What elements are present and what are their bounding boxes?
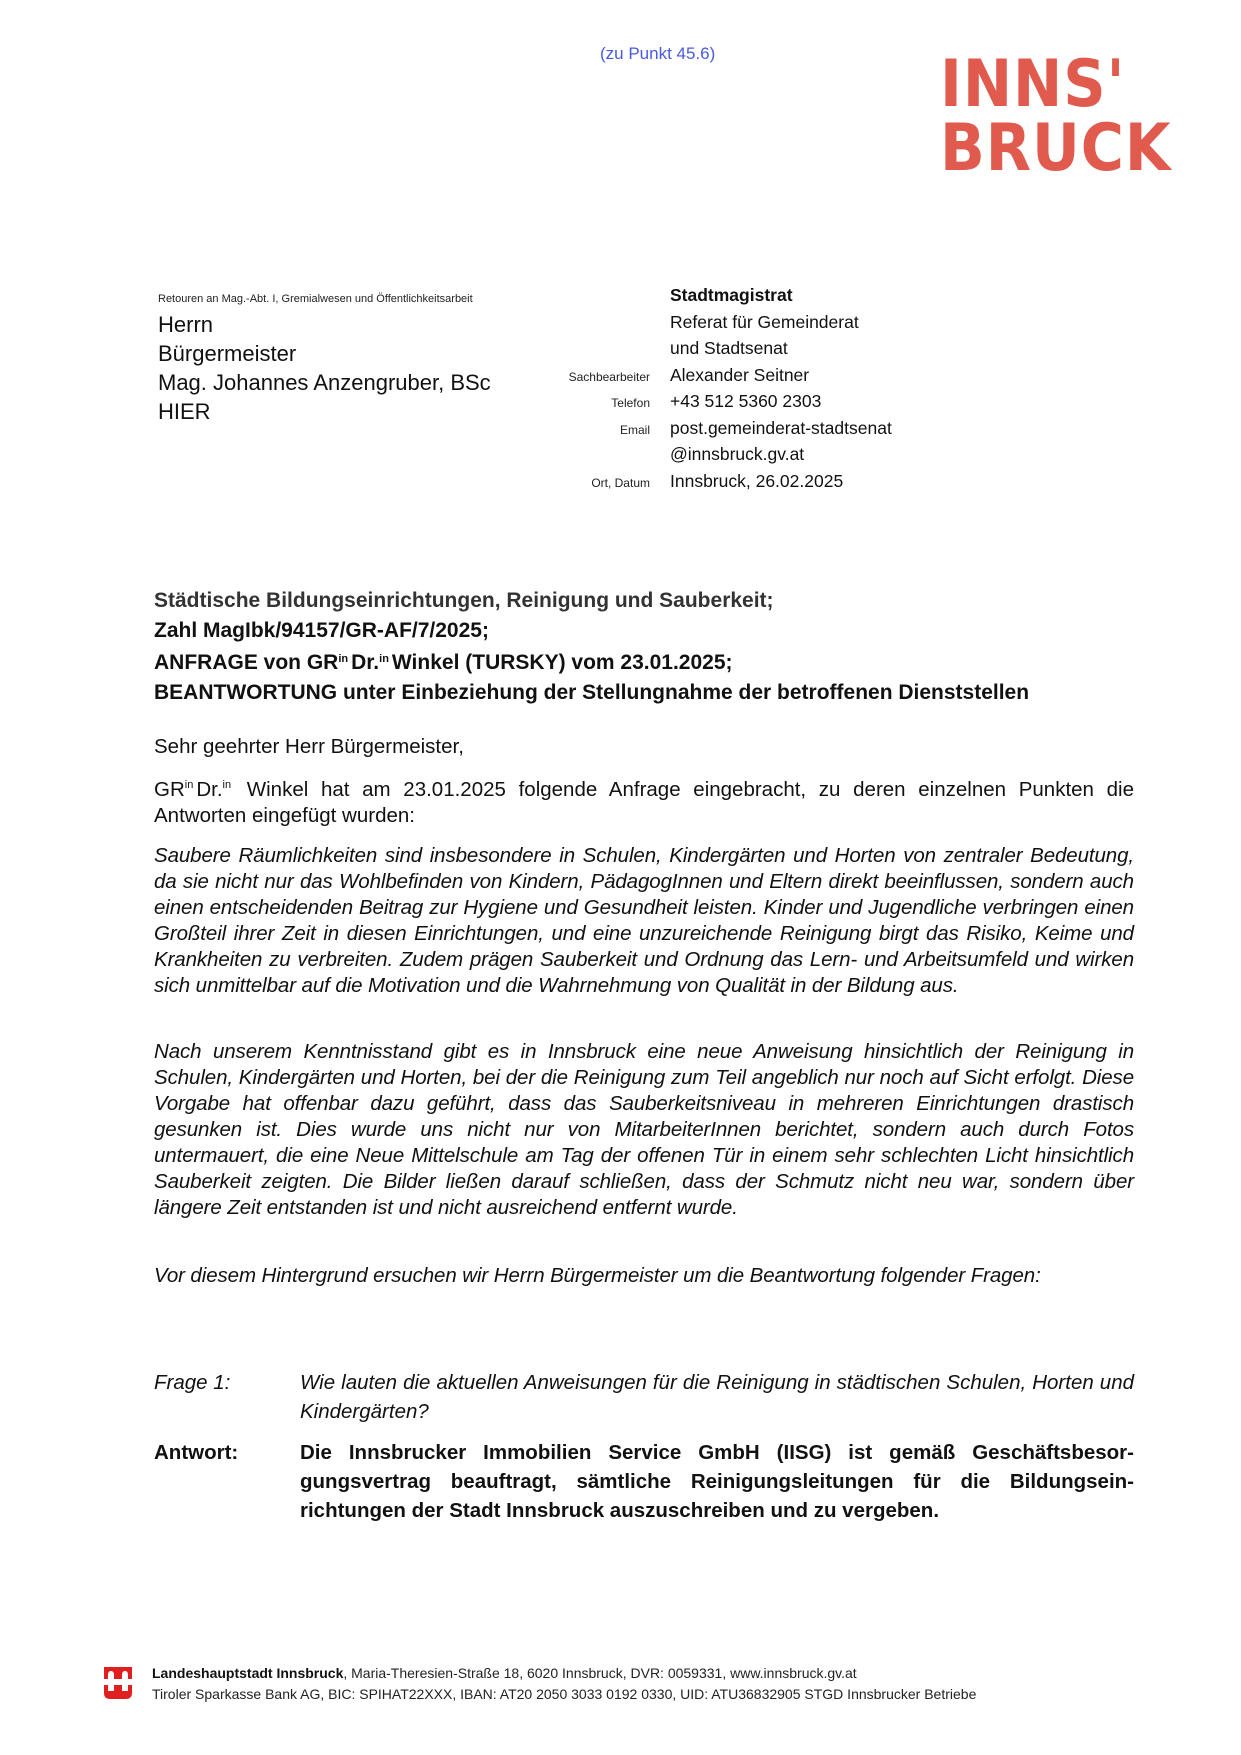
agenda-reference: (zu Punkt 45.6) (600, 44, 716, 63)
date-label: Ort, Datum (591, 475, 650, 490)
logo-line-1: INNS' (940, 46, 1126, 123)
email-address-domain: @innsbruck.gv.at (670, 444, 805, 464)
logo-line-2: BRUCK (940, 110, 1172, 187)
recipient-line: Bürgermeister (158, 341, 297, 366)
recipient-line: Herrn (158, 312, 214, 337)
question-text: Wie lauten die aktuellen Anweisungen für die Reinigung in städtischen Schulen, Horten und Kindergärten? (300, 1371, 1134, 1423)
city-crest-icon (104, 1665, 132, 1701)
answer-label: Antwort: (154, 1441, 239, 1464)
subject-file-number: Zahl MagIbk/94157/GR-AF/7/2025; (154, 618, 489, 642)
subject-inquiry: ANFRAGE von $GR^{in}$ Dr.$^{in}$ Winkel (TURSKY) vom 23.01.2025; (154, 651, 733, 674)
subject-line: Städtische Bildungseinrichtungen, Reinigung und Sauberkeit; (154, 589, 774, 612)
sender-dept: Referat für Gemeinderat (670, 311, 859, 332)
returns-note: Retouren an Mag.-Abt. I, Gremialwesen und Öffentlichkeitsarbeit (158, 293, 473, 305)
email-label: Email (619, 422, 650, 437)
intro-paragraph: $GR^{in}$ Dr.$^{in}$ Winkel hat am 23.01.2025 folgende Anfrage eingebracht, zu deren einzelnen Punkten die Antworten eingefügt wurden: (154, 778, 1134, 827)
sender-block (520, 285, 1040, 497)
email-address: post.gemeinderat-stadtsenat (670, 417, 892, 438)
question-label: Frage 1: (154, 1371, 231, 1394)
inquiry-paragraph-1: Saubere Räumlichkeiten sind insbesondere in Schulen, Kindergärten und Horten von zentraler Bedeutung, da sie nicht nur das Wohlbefinden von Kindern, PädagogInnen und Eltern direkt beeinflussen, sondern auch einen entscheidenden Beitrag zur Hygiene und Gesundheit leisten. Kinder und Jugendliche verbringen einen Großteil ihrer Zeit in diesen Einrichtungen, und eine unzureichende Reinigung birgt das Risiko, Keime und Krankheiten zu verbreiten. Zudem prägen Sauberkeit und Ordnung das Lern- und Arbeitsumfeld und wirken sich unmittelbar auf die Motivation und die Wahrnehmung von Qualität in der Bildung aus. (154, 844, 1134, 997)
subject-answer-note: BEANTWORTUNG unter Einbeziehung der Stellungnahme der betroffenen Dienststellen (154, 680, 1030, 704)
inquiry-paragraph-3: Vor diesem Hintergrund ersuchen wir Herrn Bürgermeister um die Beantwortung folgender Fragen: (154, 1264, 1041, 1287)
subject-heading (154, 586, 1029, 707)
salutation: Sehr geehrter Herr Bürgermeister, (154, 735, 464, 758)
answer-text: Die Innsbrucker Immobilien Service GmbH (IISG) ist gemäß Geschäftsbesorgungsvertrag beauftragt, sämtliche Reinigungsleitungen für die Bildungseinrichtungen der Stadt Innsbruck auszuschreiben und zu vergeben. (300, 1441, 1134, 1522)
answer-1 (154, 1438, 1134, 1525)
question-1 (154, 1368, 1134, 1426)
sender-dept: und Stadtsenat (670, 338, 788, 358)
place-date: Innsbruck, 26.02.2025 (670, 470, 844, 491)
footer-bank: Tiroler Sparkasse Bank AG, BIC: SPIHAT22XXX, IBAN: AT20 2050 3033 0192 0330, UID: ATU36832905 STGD Innsbrucker Betriebe (152, 1686, 977, 1702)
sender-org: Stadtmagistrat (670, 285, 793, 305)
phone-label: Telefon (611, 396, 650, 410)
innsbruck-logo (940, 46, 1190, 187)
clerk-label: Sachbearbeiter (568, 369, 650, 384)
footer-address: Landeshauptstadt Innsbruck, Maria-Theresien-Straße 18, 6020 Innsbruck, DVR: 0059331, www.innsbruck.gv.at (152, 1665, 857, 1681)
phone-number: +43 512 5360 2303 (670, 391, 822, 411)
clerk-name: Alexander Seitner (670, 364, 810, 385)
recipient-line: Mag. Johannes Anzengruber, BSc (158, 370, 491, 395)
footer (104, 1663, 976, 1705)
recipient-line: HIER (158, 399, 211, 424)
recipient-address (158, 310, 491, 426)
inquiry-paragraph-2: Nach unserem Kenntnisstand gibt es in Innsbruck eine neue Anweisung hinsichtlich der Reinigung in Schulen, Kindergärten und Horten, bei der die Reinigung zum Teil angeblich nur noch auf Sicht erfolgt. Diese Vorgabe hat offenbar dazu geführt, dass das Sauberkeitsniveau in mehreren Einrichtungen drastisch gesunken ist. Dies wurde uns nicht nur von MitarbeiterInnen berichtet, sondern auch durch Fotos untermauert, die eine Neue Mittelschule am Tag der offenen Tür in einem sehr schlechten Licht hinsichtlich Sauberkeit zeigten. Die Bilder ließen darauf schließen, dass der Schmutz nicht neu war, sondern über längere Zeit entstanden ist und nicht ausreichend entfernt wurde. (154, 1040, 1134, 1219)
